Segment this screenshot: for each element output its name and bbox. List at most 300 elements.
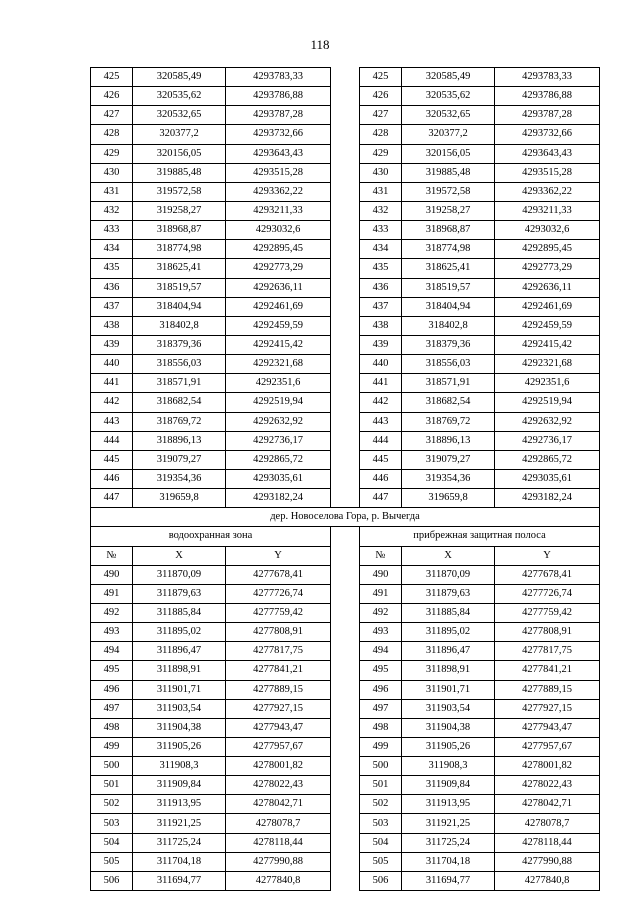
right-y-coordinate: 4278042,71 [495,795,600,814]
gap-cell [331,125,360,144]
left-point-number: 439 [91,335,133,354]
left-subtitle: водоохранная зона [91,527,331,546]
left-point-number: 431 [91,182,133,201]
table-row [91,489,600,508]
left-x-coordinate: 320535,62 [133,87,226,106]
right-point-number: 443 [360,412,402,431]
left-point-number: 495 [91,661,133,680]
gap-cell [331,852,360,871]
gap-cell [331,469,360,488]
left-point-number: 443 [91,412,133,431]
gap-cell [331,335,360,354]
table-row [91,642,600,661]
section2-title: дер. Новоселова Гора, р. Вычегда [91,508,600,527]
right-y-coordinate: 4278078,7 [495,814,600,833]
left-y-coordinate: 4278022,43 [226,776,331,795]
right-x-coordinate: 311694,77 [402,871,495,890]
right-point-number: 441 [360,374,402,393]
right-point-number: 431 [360,182,402,201]
right-point-number: 425 [360,68,402,87]
left-point-number: 434 [91,240,133,259]
table-row [91,661,600,680]
table-row [91,757,600,776]
left-x-coordinate: 318968,87 [133,221,226,240]
left-y-coordinate: 4292773,29 [226,259,331,278]
right-y-coordinate: 4277841,21 [495,661,600,680]
left-point-number: 436 [91,278,133,297]
left-y-coordinate: 4292736,17 [226,431,331,450]
right-y-coordinate: 4277808,91 [495,623,600,642]
right-x-coordinate: 320156,05 [402,144,495,163]
left-x-coordinate: 318519,57 [133,278,226,297]
right-x-coordinate: 320377,2 [402,125,495,144]
gap-cell [331,871,360,890]
right-point-number: 440 [360,355,402,374]
left-point-number: 426 [91,87,133,106]
table-row [91,852,600,871]
right-x-coordinate: 318571,91 [402,374,495,393]
left-x-coordinate: 311725,24 [133,833,226,852]
header-y-right: Y [495,546,600,565]
left-point-number: 492 [91,603,133,622]
left-point-number: 435 [91,259,133,278]
gap-cell [331,450,360,469]
right-y-coordinate: 4293786,88 [495,87,600,106]
section2-title-row [91,508,600,527]
right-y-coordinate: 4293787,28 [495,106,600,125]
left-y-coordinate: 4292415,42 [226,335,331,354]
right-y-coordinate: 4292459,59 [495,316,600,335]
gap-cell [331,737,360,756]
table-row [91,393,600,412]
right-y-coordinate: 4293783,33 [495,68,600,87]
left-x-coordinate: 311913,95 [133,795,226,814]
left-x-coordinate: 318896,13 [133,431,226,450]
right-y-coordinate: 4277957,67 [495,737,600,756]
left-y-coordinate: 4277889,15 [226,680,331,699]
left-point-number: 441 [91,374,133,393]
right-point-number: 491 [360,584,402,603]
right-y-coordinate: 4277840,8 [495,871,600,890]
right-y-coordinate: 4293035,61 [495,469,600,488]
right-point-number: 503 [360,814,402,833]
left-y-coordinate: 4293362,22 [226,182,331,201]
right-x-coordinate: 319354,36 [402,469,495,488]
gap-cell [331,680,360,699]
left-y-coordinate: 4292632,92 [226,412,331,431]
table-row [91,871,600,890]
right-x-coordinate: 318968,87 [402,221,495,240]
left-point-number: 499 [91,737,133,756]
right-y-coordinate: 4278118,44 [495,833,600,852]
left-y-coordinate: 4292321,68 [226,355,331,374]
right-point-number: 435 [360,259,402,278]
left-y-coordinate: 4293182,24 [226,489,331,508]
left-y-coordinate: 4292461,69 [226,297,331,316]
left-x-coordinate: 319079,27 [133,450,226,469]
left-y-coordinate: 4278042,71 [226,795,331,814]
section2-header [91,508,600,565]
right-point-number: 498 [360,718,402,737]
right-x-coordinate: 319258,27 [402,201,495,220]
right-point-number: 501 [360,776,402,795]
left-y-coordinate: 4278078,7 [226,814,331,833]
gap-cell [331,431,360,450]
left-y-coordinate: 4293787,28 [226,106,331,125]
table-row [91,182,600,201]
left-point-number: 442 [91,393,133,412]
right-x-coordinate: 320585,49 [402,68,495,87]
left-point-number: 429 [91,144,133,163]
right-point-number: 502 [360,795,402,814]
left-x-coordinate: 318682,54 [133,393,226,412]
left-x-coordinate: 318625,41 [133,259,226,278]
header-x-right: X [402,546,495,565]
left-x-coordinate: 320585,49 [133,68,226,87]
left-y-coordinate: 4292351,6 [226,374,331,393]
right-point-number: 426 [360,87,402,106]
left-point-number: 445 [91,450,133,469]
left-y-coordinate: 4293032,6 [226,221,331,240]
right-y-coordinate: 4292461,69 [495,297,600,316]
gap-cell [331,565,360,584]
right-point-number: 506 [360,871,402,890]
right-x-coordinate: 311896,47 [402,642,495,661]
left-y-coordinate: 4293515,28 [226,163,331,182]
left-point-number: 425 [91,68,133,87]
section2-body [91,565,600,890]
right-x-coordinate: 320532,65 [402,106,495,125]
right-point-number: 432 [360,201,402,220]
left-point-number: 503 [91,814,133,833]
gap-cell [331,201,360,220]
left-y-coordinate: 4292636,11 [226,278,331,297]
right-y-coordinate: 4293182,24 [495,489,600,508]
table-row [91,623,600,642]
gap-cell [331,412,360,431]
table-row [91,469,600,488]
right-x-coordinate: 311908,3 [402,757,495,776]
left-x-coordinate: 311870,09 [133,565,226,584]
gap-cell [331,833,360,852]
right-x-coordinate: 311909,84 [402,776,495,795]
right-point-number: 497 [360,699,402,718]
gap-cell [331,814,360,833]
table-row [91,795,600,814]
right-y-coordinate: 4292895,45 [495,240,600,259]
right-x-coordinate: 311901,71 [402,680,495,699]
header-y-left: Y [226,546,331,565]
right-point-number: 490 [360,565,402,584]
left-point-number: 502 [91,795,133,814]
right-y-coordinate: 4292632,92 [495,412,600,431]
right-point-number: 495 [360,661,402,680]
right-point-number: 494 [360,642,402,661]
right-x-coordinate: 318682,54 [402,393,495,412]
right-x-coordinate: 318519,57 [402,278,495,297]
right-point-number: 433 [360,221,402,240]
right-x-coordinate: 318625,41 [402,259,495,278]
gap-cell [331,355,360,374]
gap-cell [331,699,360,718]
right-point-number: 504 [360,833,402,852]
table-row [91,680,600,699]
left-x-coordinate: 320377,2 [133,125,226,144]
left-y-coordinate: 4277840,8 [226,871,331,890]
right-x-coordinate: 320535,62 [402,87,495,106]
right-point-number: 438 [360,316,402,335]
right-x-coordinate: 311898,91 [402,661,495,680]
left-x-coordinate: 318774,98 [133,240,226,259]
gap-cell [331,87,360,106]
header-number-right: № [360,546,402,565]
table-row [91,240,600,259]
left-x-coordinate: 319572,58 [133,182,226,201]
left-y-coordinate: 4278001,82 [226,757,331,776]
left-y-coordinate: 4277726,74 [226,584,331,603]
right-point-number: 429 [360,144,402,163]
left-point-number: 500 [91,757,133,776]
right-y-coordinate: 4277927,15 [495,699,600,718]
right-y-coordinate: 4293032,6 [495,221,600,240]
gap-cell [331,106,360,125]
left-y-coordinate: 4278118,44 [226,833,331,852]
table-row [91,163,600,182]
right-point-number: 437 [360,297,402,316]
right-y-coordinate: 4292636,11 [495,278,600,297]
right-y-coordinate: 4277943,47 [495,718,600,737]
left-x-coordinate: 318571,91 [133,374,226,393]
right-x-coordinate: 318404,94 [402,297,495,316]
left-point-number: 444 [91,431,133,450]
left-point-number: 504 [91,833,133,852]
left-y-coordinate: 4277957,67 [226,737,331,756]
left-x-coordinate: 319885,48 [133,163,226,182]
left-y-coordinate: 4292459,59 [226,316,331,335]
right-y-coordinate: 4293362,22 [495,182,600,201]
right-y-coordinate: 4277889,15 [495,680,600,699]
header-number-left: № [91,546,133,565]
table-row [91,106,600,125]
column-header-row [91,546,600,565]
right-y-coordinate: 4292773,29 [495,259,600,278]
right-x-coordinate: 319659,8 [402,489,495,508]
right-x-coordinate: 319079,27 [402,450,495,469]
right-point-number: 428 [360,125,402,144]
gap-cell [331,623,360,642]
table-row [91,278,600,297]
left-x-coordinate: 311908,3 [133,757,226,776]
left-y-coordinate: 4277817,75 [226,642,331,661]
left-y-coordinate: 4292865,72 [226,450,331,469]
table-row [91,814,600,833]
left-y-coordinate: 4293783,33 [226,68,331,87]
gap-cell [331,182,360,201]
right-x-coordinate: 311885,84 [402,603,495,622]
right-y-coordinate: 4292321,68 [495,355,600,374]
coordinates-table [90,67,600,891]
right-y-coordinate: 4292519,94 [495,393,600,412]
gap-cell [331,527,360,546]
left-point-number: 428 [91,125,133,144]
gap-cell [331,603,360,622]
table-row [91,316,600,335]
right-y-coordinate: 4293515,28 [495,163,600,182]
gap-cell [331,259,360,278]
right-y-coordinate: 4292736,17 [495,431,600,450]
right-y-coordinate: 4292351,6 [495,374,600,393]
table-row [91,565,600,584]
right-y-coordinate: 4277678,41 [495,565,600,584]
right-y-coordinate: 4277990,88 [495,852,600,871]
table-row [91,201,600,220]
table-row [91,603,600,622]
left-y-coordinate: 4293786,88 [226,87,331,106]
gap-cell [331,776,360,795]
right-point-number: 445 [360,450,402,469]
right-x-coordinate: 319572,58 [402,182,495,201]
left-x-coordinate: 311895,02 [133,623,226,642]
table-row [91,699,600,718]
table-row [91,144,600,163]
left-point-number: 433 [91,221,133,240]
left-x-coordinate: 311921,25 [133,814,226,833]
left-x-coordinate: 319354,36 [133,469,226,488]
table-row [91,431,600,450]
left-point-number: 440 [91,355,133,374]
left-point-number: 491 [91,584,133,603]
left-x-coordinate: 311903,54 [133,699,226,718]
left-y-coordinate: 4277808,91 [226,623,331,642]
table-row [91,718,600,737]
left-point-number: 490 [91,565,133,584]
left-y-coordinate: 4293643,43 [226,144,331,163]
gap-cell [331,144,360,163]
right-point-number: 434 [360,240,402,259]
right-subtitle: прибрежная защитная полоса [360,527,600,546]
left-y-coordinate: 4277943,47 [226,718,331,737]
right-x-coordinate: 311879,63 [402,584,495,603]
table-row [91,776,600,795]
right-y-coordinate: 4293211,33 [495,201,600,220]
table-row [91,259,600,278]
left-y-coordinate: 4277927,15 [226,699,331,718]
left-y-coordinate: 4277841,21 [226,661,331,680]
right-point-number: 444 [360,431,402,450]
left-x-coordinate: 318404,94 [133,297,226,316]
gap-cell [331,546,360,565]
left-y-coordinate: 4293732,66 [226,125,331,144]
gap-cell [331,316,360,335]
left-point-number: 432 [91,201,133,220]
gap-cell [331,68,360,87]
gap-cell [331,297,360,316]
table-row [91,68,600,87]
left-x-coordinate: 311904,38 [133,718,226,737]
table-row [91,833,600,852]
right-x-coordinate: 311903,54 [402,699,495,718]
right-y-coordinate: 4277759,42 [495,603,600,622]
right-y-coordinate: 4292415,42 [495,335,600,354]
table-row [91,125,600,144]
table-row [91,335,600,354]
gap-cell [331,489,360,508]
table-row [91,584,600,603]
right-point-number: 496 [360,680,402,699]
right-y-coordinate: 4277817,75 [495,642,600,661]
gap-cell [331,374,360,393]
table-row [91,355,600,374]
gap-cell [331,278,360,297]
right-x-coordinate: 318769,72 [402,412,495,431]
right-x-coordinate: 311905,26 [402,737,495,756]
left-point-number: 438 [91,316,133,335]
left-x-coordinate: 318769,72 [133,412,226,431]
gap-cell [331,757,360,776]
table-row [91,297,600,316]
left-point-number: 437 [91,297,133,316]
right-y-coordinate: 4278022,43 [495,776,600,795]
section2-subtitle-row [91,527,600,546]
left-point-number: 497 [91,699,133,718]
left-point-number: 447 [91,489,133,508]
left-y-coordinate: 4292519,94 [226,393,331,412]
left-x-coordinate: 320156,05 [133,144,226,163]
right-y-coordinate: 4293732,66 [495,125,600,144]
left-point-number: 506 [91,871,133,890]
right-point-number: 439 [360,335,402,354]
right-point-number: 499 [360,737,402,756]
left-y-coordinate: 4292895,45 [226,240,331,259]
right-x-coordinate: 311921,25 [402,814,495,833]
left-point-number: 498 [91,718,133,737]
gap-cell [331,795,360,814]
right-x-coordinate: 318774,98 [402,240,495,259]
right-x-coordinate: 318896,13 [402,431,495,450]
left-y-coordinate: 4277990,88 [226,852,331,871]
gap-cell [331,642,360,661]
table-row [91,221,600,240]
left-x-coordinate: 318379,36 [133,335,226,354]
right-y-coordinate: 4278001,82 [495,757,600,776]
left-y-coordinate: 4277759,42 [226,603,331,622]
gap-cell [331,584,360,603]
right-x-coordinate: 311704,18 [402,852,495,871]
left-point-number: 501 [91,776,133,795]
left-point-number: 430 [91,163,133,182]
right-x-coordinate: 311913,95 [402,795,495,814]
left-x-coordinate: 311905,26 [133,737,226,756]
left-x-coordinate: 320532,65 [133,106,226,125]
right-x-coordinate: 311904,38 [402,718,495,737]
left-y-coordinate: 4277678,41 [226,565,331,584]
right-x-coordinate: 311870,09 [402,565,495,584]
left-x-coordinate: 318402,8 [133,316,226,335]
right-point-number: 427 [360,106,402,125]
table-row [91,374,600,393]
right-x-coordinate: 311895,02 [402,623,495,642]
right-y-coordinate: 4293643,43 [495,144,600,163]
left-x-coordinate: 311901,71 [133,680,226,699]
right-point-number: 505 [360,852,402,871]
gap-cell [331,163,360,182]
right-point-number: 447 [360,489,402,508]
left-point-number: 494 [91,642,133,661]
left-x-coordinate: 311704,18 [133,852,226,871]
left-x-coordinate: 311879,63 [133,584,226,603]
right-x-coordinate: 319885,48 [402,163,495,182]
header-x-left: X [133,546,226,565]
